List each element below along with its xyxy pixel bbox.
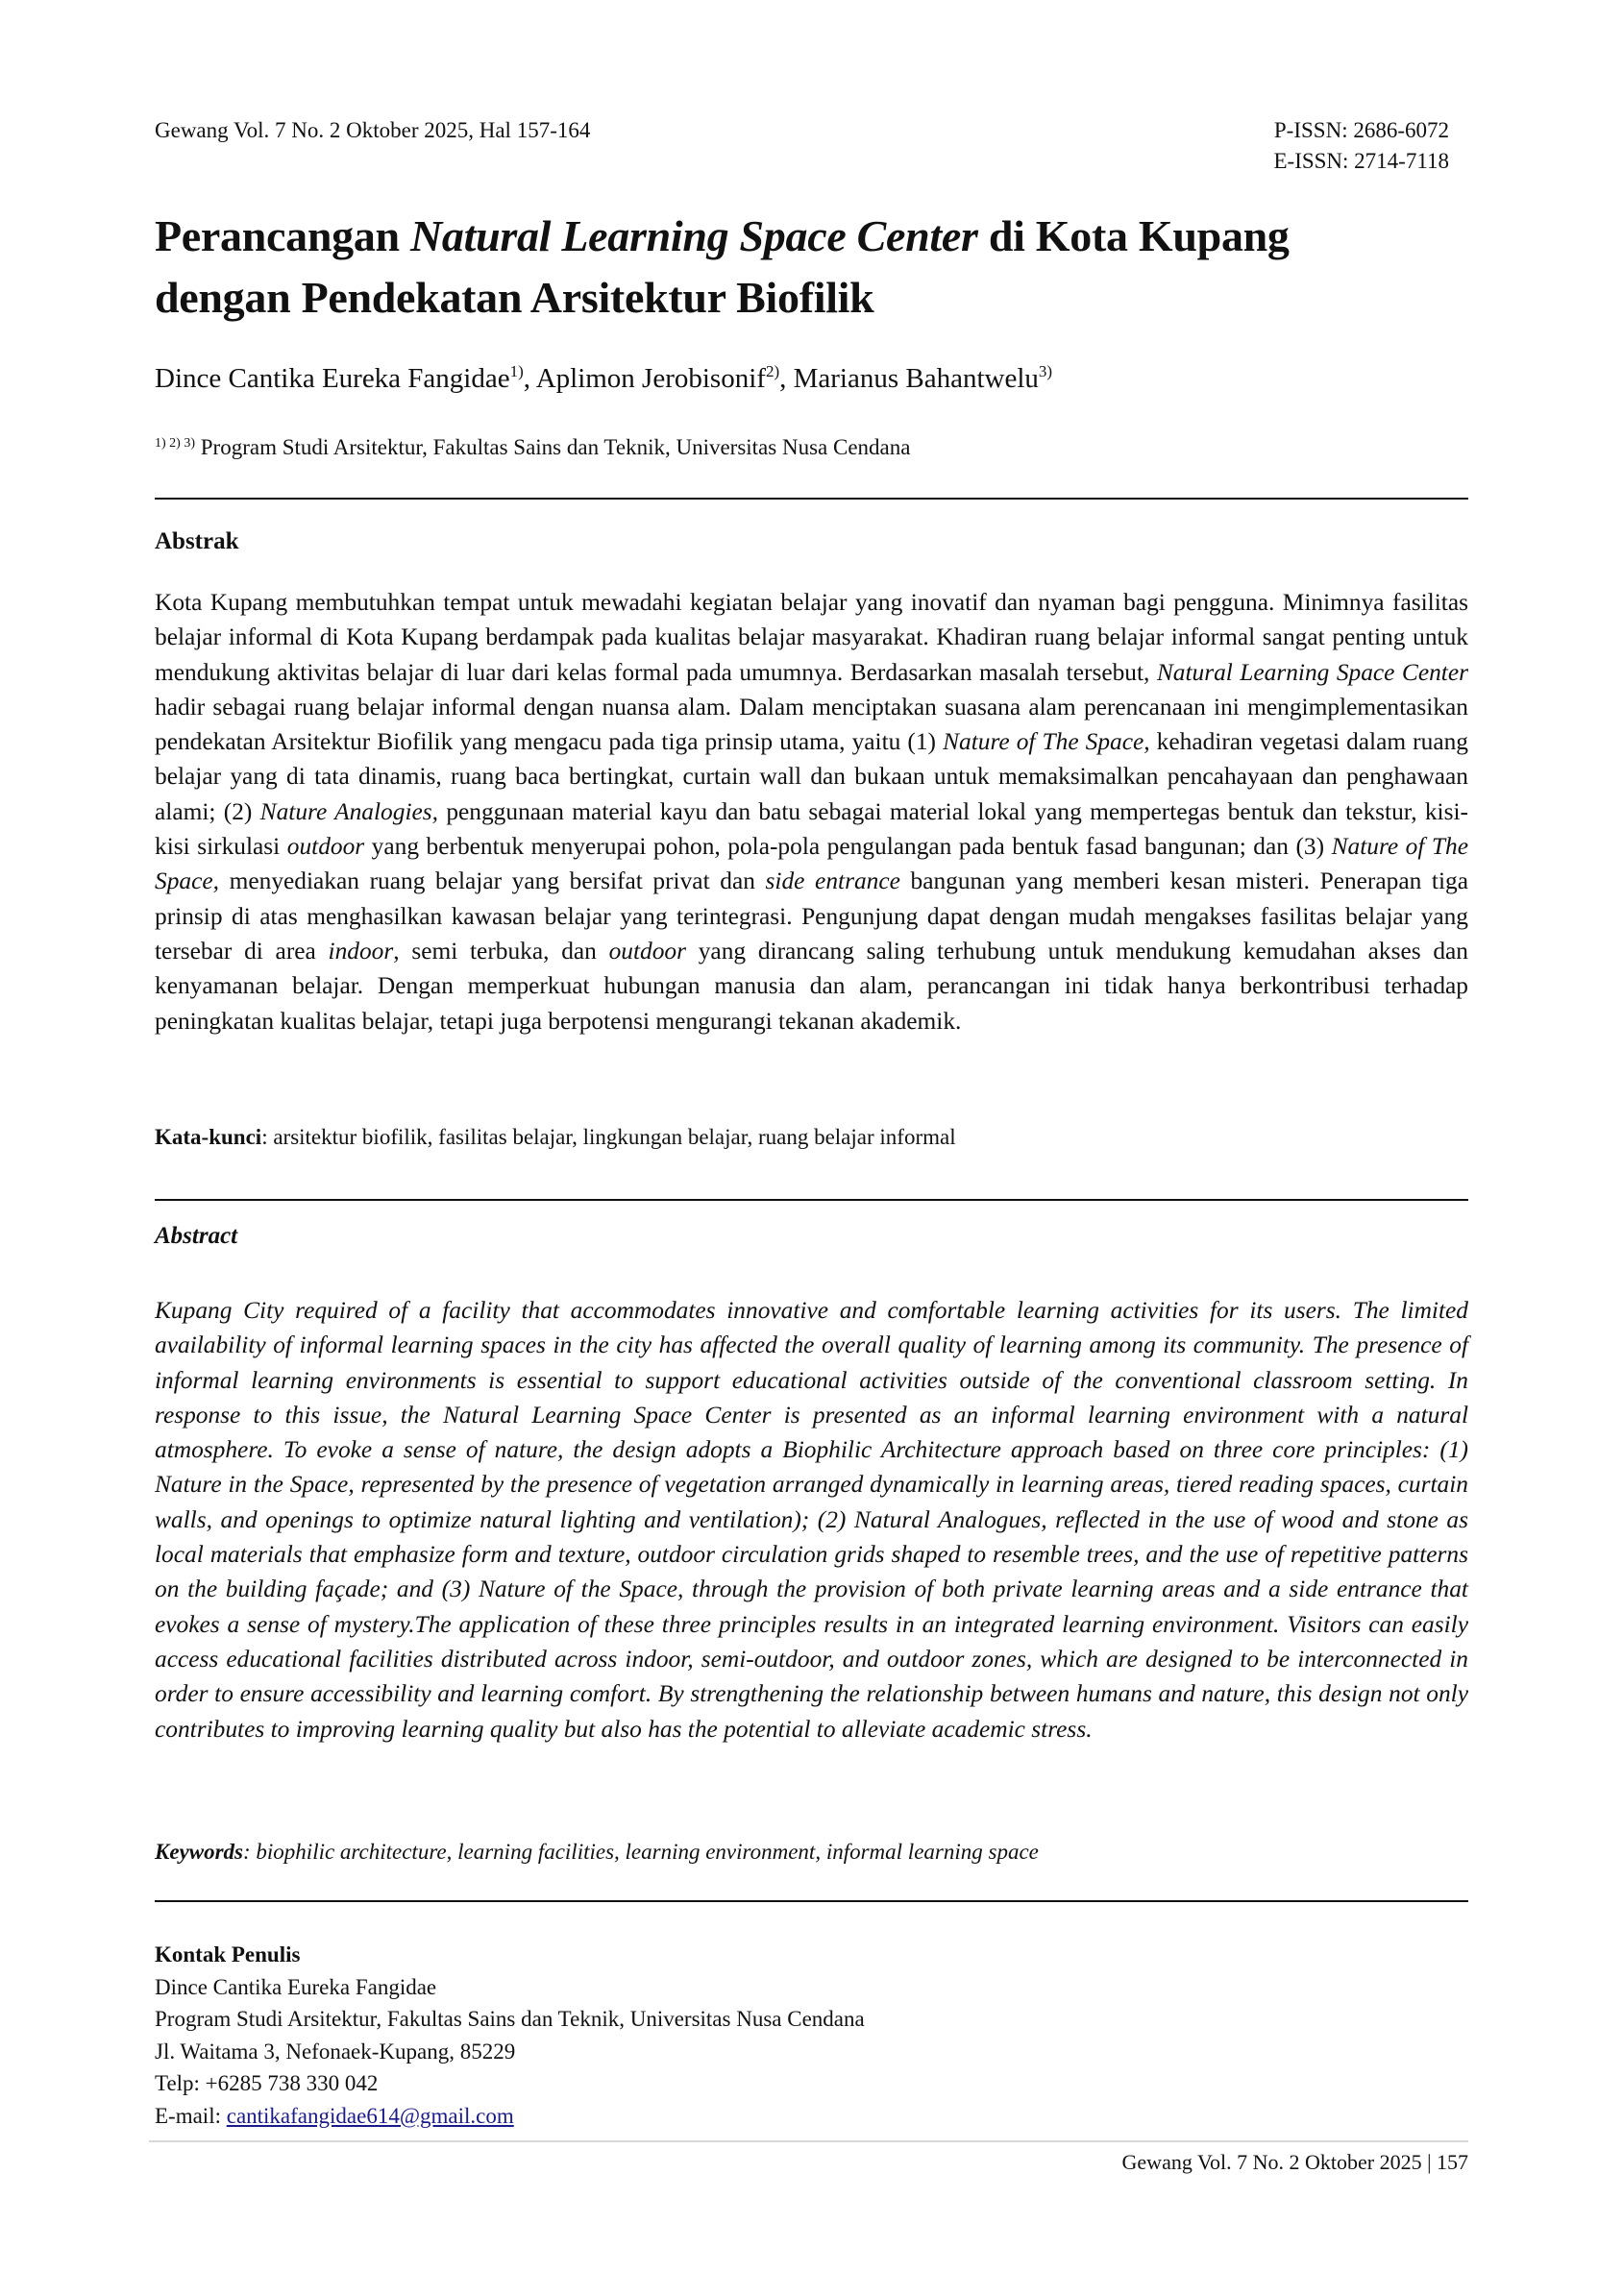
author-contact [155,1939,865,2132]
author-separator: , [523,363,536,394]
emphasized-text: outdoor [286,833,365,861]
body-text-segment: penggunaan material kayu dan batu sebagai material lokal yang mempertegas bentuk dan tekstur, kisi-kisi sirkulasi [155,797,1468,861]
affiliation-marks: 1) 2) 3) [155,436,195,451]
title-text: di Kota Kupang [977,211,1290,260]
email-label: E-mail: [155,2103,227,2128]
contact-email-row [155,2100,865,2133]
body-text-segment: Kota Kupang membutuhkan tempat untuk mewadahi kegiatan belajar yang inovatif dan nyaman bagi pengguna. Minimnya fasilitas belajar informal di Kota Kupang berdampak pada kualitas belajar masyarakat. Khadiran ruang belajar informal sangat penting untuk mendukung aktivitas belajar di luar dari kelas formal pada umumnya. Berdasarkan masalah tersebut, [155,589,1468,686]
journal-citation: Gewang Vol. 7 No. 2 Oktober 2025, Hal 157-164 [155,118,591,142]
e-issn: E-ISSN: 2714-7118 [1273,149,1449,173]
body-text-segment: hadir sebagai ruang belajar informal dengan nuansa alam. Dalam menciptakan suasana alam perencanaan ini mengimplementasikan pendekatan Arsitektur Biofilik yang mengacu pada tiga prinsip utama, yaitu (1) [155,693,1468,756]
footer-divider [149,2140,1468,2142]
author-mark: 1) [509,362,524,380]
kata-kunci-text: : arsitektur biofilik, fasilitas belajar, lingkungan belajar, ruang belajar informal [261,1125,956,1149]
body-text-segment: menyediakan ruang belajar yang bersifat privat dan [218,867,766,895]
divider [155,498,1468,500]
abstract-body: Kupang City required of a facility that accommodates innovative and comfortable learning activities for its users. The limited availability of informal learning spaces in the city has affected the overall quality of learning among its community. The presence of informal learning environments is essential to support educational activities outside of the conventional classroom setting. In response to this issue, the Natural Learning Space Center is presented as an informal learning environment with a natural atmosphere. To evoke a sense of nature, the design adopts a Biophilic Architecture approach based on three core principles: (1) Nature in the Space, represented by the presence of vegetation arranged dynamically in learning areas, tiered reading spaces, curtain walls, and openings to optimize natural lighting and ventilation); (2) Natural Analogues, reflected in the use of wood and stone as local materials that emphasize form and texture, outdoor circulation grids shaped to resemble trees, and the use of repetitive patterns on the building façade; and (3) Nature of the Space, through the provision of both private learning areas and a side entrance that evokes a sense of mystery.The application of these three principles results in an integrated learning environment. Visitors can easily access educational facilities distributed across indoor, semi-outdoor, and outdoor zones, which are designed to be interconnected in order to ensure accessibility and learning comfort. By strengthening the relationship between humans and nature, this design not only contributes to improving learning quality but also has the potential to alleviate academic stress. [155,1297,1468,1743]
paper-title [155,206,1468,329]
divider [155,1900,1468,1902]
emphasized-text: side entrance [765,867,900,895]
emphasized-text: Nature of The Space, [155,833,1469,895]
keywords [155,1837,1039,1868]
body-text-segment: bangunan yang memberi kesan misteri. Penerapan tiga prinsip di atas menghasilkan kawasan belajar yang terintegrasi. Pengunjung dapat dengan mudah mengakses fasilitas belajar yang tersebar di area [155,867,1468,965]
title-text: Perancangan [155,211,410,260]
kata-kunci-label: Kata-kunci [155,1125,262,1149]
body-text-segment: kehadiran vegetasi dalam ruang belajar yang di tata dinamis, ruang baca bertingkat, curtain wall dan bukaan untuk memaksimalkan pencahayaan dan penghawaan alami; (2) [155,728,1468,825]
author-name: Aplimon Jerobisonif [535,363,766,394]
emphasized-text: Nature of The Space, [943,728,1150,756]
author-separator: , [779,363,794,394]
contact-name: Dince Cantika Eureka Fangidae [155,1974,437,1999]
author-mark: 3) [1038,362,1053,380]
affiliation-text: Program Studi Arsitektur, Fakultas Sains dan Teknik, Universitas Nusa Cendana [195,435,911,459]
body-text-segment: yang berbentuk menyerupai pohon, pola-pola pengulangan pada bentuk fasad bangunan; dan (3) [364,833,1332,861]
body-text-segment: , semi terbuka, dan [393,937,609,965]
author-name: Dince Cantika Eureka Fangidae [155,363,510,394]
kata-kunci [155,1122,956,1153]
keywords-label: Keywords [155,1840,243,1864]
keywords-text: : biophilic architecture, learning facilities, learning environment, informal learning space [243,1840,1039,1864]
abstrak-body [155,585,1468,1038]
issn-block [1273,115,1449,177]
emphasized-text: outdoor [608,937,687,965]
contact-phone: Telp: +6285 738 330 042 [155,2071,379,2095]
author-list [155,359,1052,398]
title-line-2: dengan Pendekatan Arsitektur Biofilik [155,273,874,322]
affiliation [155,432,910,463]
emphasized-text: Nature Analogies, [259,797,439,825]
body-text-segment: yang dirancang saling terhubung untuk mendukung kemudahan akses dan kenyamanan belajar. Dengan memperkuat hubungan manusia dan alam, perancangan ini tidak hanya berkontribusi terhadap peningkatan kualitas belajar, tetapi juga berpotensi mengurangi tekanan akademik. [155,937,1468,1035]
email-link[interactable]: cantikafangidae614@gmail.com [226,2103,514,2128]
author-mark: 2) [765,362,780,380]
contact-institution: Program Studi Arsitektur, Fakultas Sains dan Teknik, Universitas Nusa Cendana [155,2007,865,2031]
emphasized-text: indoor [328,937,394,965]
contact-heading: Kontak Penulis [155,1942,301,1966]
divider [155,1199,1468,1201]
title-line-1 [155,206,1468,267]
emphasized-text: Natural Learning Space Center [1156,658,1468,686]
title-italic-text: Natural Learning Space Center [410,211,978,260]
author-name: Marianus Bahantwelu [793,363,1039,394]
abstrak-heading: Abstrak [155,528,239,554]
contact-address: Jl. Waitama 3, Nefonaek-Kupang, 85229 [155,2039,516,2064]
page-footer: Gewang Vol. 7 No. 2 Oktober 2025 | 157 [1121,2150,1468,2174]
p-issn: P-ISSN: 2686-6072 [1273,118,1449,142]
abstract-heading: Abstract [155,1223,238,1249]
